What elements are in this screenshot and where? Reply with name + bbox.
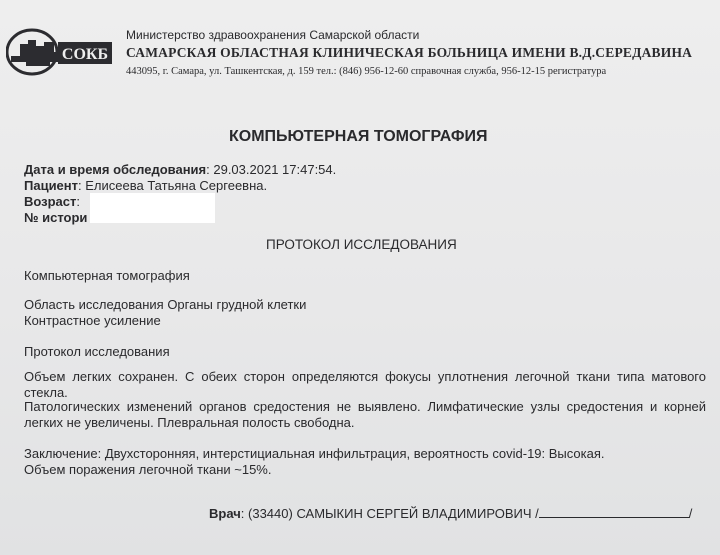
- document-title: КОМПЬЮТЕРНАЯ ТОМОГРАФИЯ: [229, 128, 488, 145]
- protocol-subheading: Протокол исследования: [24, 344, 170, 359]
- study-area: Область исследования Органы грудной клетки: [24, 297, 307, 312]
- patient-value: : Елисеева Татьяна Сергеевна.: [78, 178, 268, 193]
- study-type: Компьютерная томография: [24, 268, 190, 283]
- exam-date-row: [24, 162, 336, 177]
- hospital-address: 443095, г. Самара, ул. Ташкентская, д. 159 тел.: (846) 956-12-60 справочная служба, 956-12-15 регистратура: [126, 66, 607, 77]
- age-row: [24, 194, 80, 209]
- age-label: Возраст: [24, 194, 77, 209]
- ministry-name: Министерство здравоохранения Самарской области: [126, 28, 420, 42]
- doctor-signature-row: [209, 505, 692, 521]
- hospital-name: САМАРСКАЯ ОБЛАСТНАЯ КЛИНИЧЕСКАЯ БОЛЬНИЦА ИМЕНИ В.Д.СЕРЕДАВИНА: [126, 45, 693, 60]
- findings-paragraph-2: Патологических изменений органов средостения не выявлено. Лимфатические узлы средостения и корней легких не увеличены. Плевральная полость свободна.: [24, 399, 706, 430]
- hospital-logo-icon: [6, 26, 114, 78]
- history-row: [24, 210, 87, 225]
- patient-row: [24, 178, 267, 193]
- doctor-name: : (33440) САМЫКИН СЕРГЕЙ ВЛАДИМИРОВИЧ /: [240, 506, 539, 521]
- conclusion-line-1: Заключение: Двухсторонняя, интерстициальная инфильтрация, вероятность covid-19: Высокая.: [24, 446, 605, 461]
- svg-text:СОКБ: СОКБ: [61, 46, 109, 63]
- exam-date-value: : 29.03.2021 17:47:54.: [206, 162, 337, 177]
- contrast-enhancement: Контрастное усиление: [24, 313, 161, 328]
- findings-paragraph-1: Объем легких сохранен. С обеих сторон определяются фокусы уплотнения легочной ткани типа матового стекла.: [24, 369, 706, 400]
- conclusion-line-2: Объем поражения легочной ткани ~15%.: [24, 462, 272, 477]
- history-label: № истори: [24, 210, 88, 225]
- signature-end: /: [688, 506, 693, 521]
- signature-line: [539, 505, 689, 518]
- patient-label: Пациент: [24, 178, 79, 193]
- redaction-box: [90, 193, 215, 223]
- doctor-label: Врач: [209, 506, 241, 521]
- exam-date-label: Дата и время обследования: [24, 162, 207, 177]
- age-value: :: [76, 194, 81, 209]
- protocol-heading: ПРОТОКОЛ ИССЛЕДОВАНИЯ: [266, 237, 457, 252]
